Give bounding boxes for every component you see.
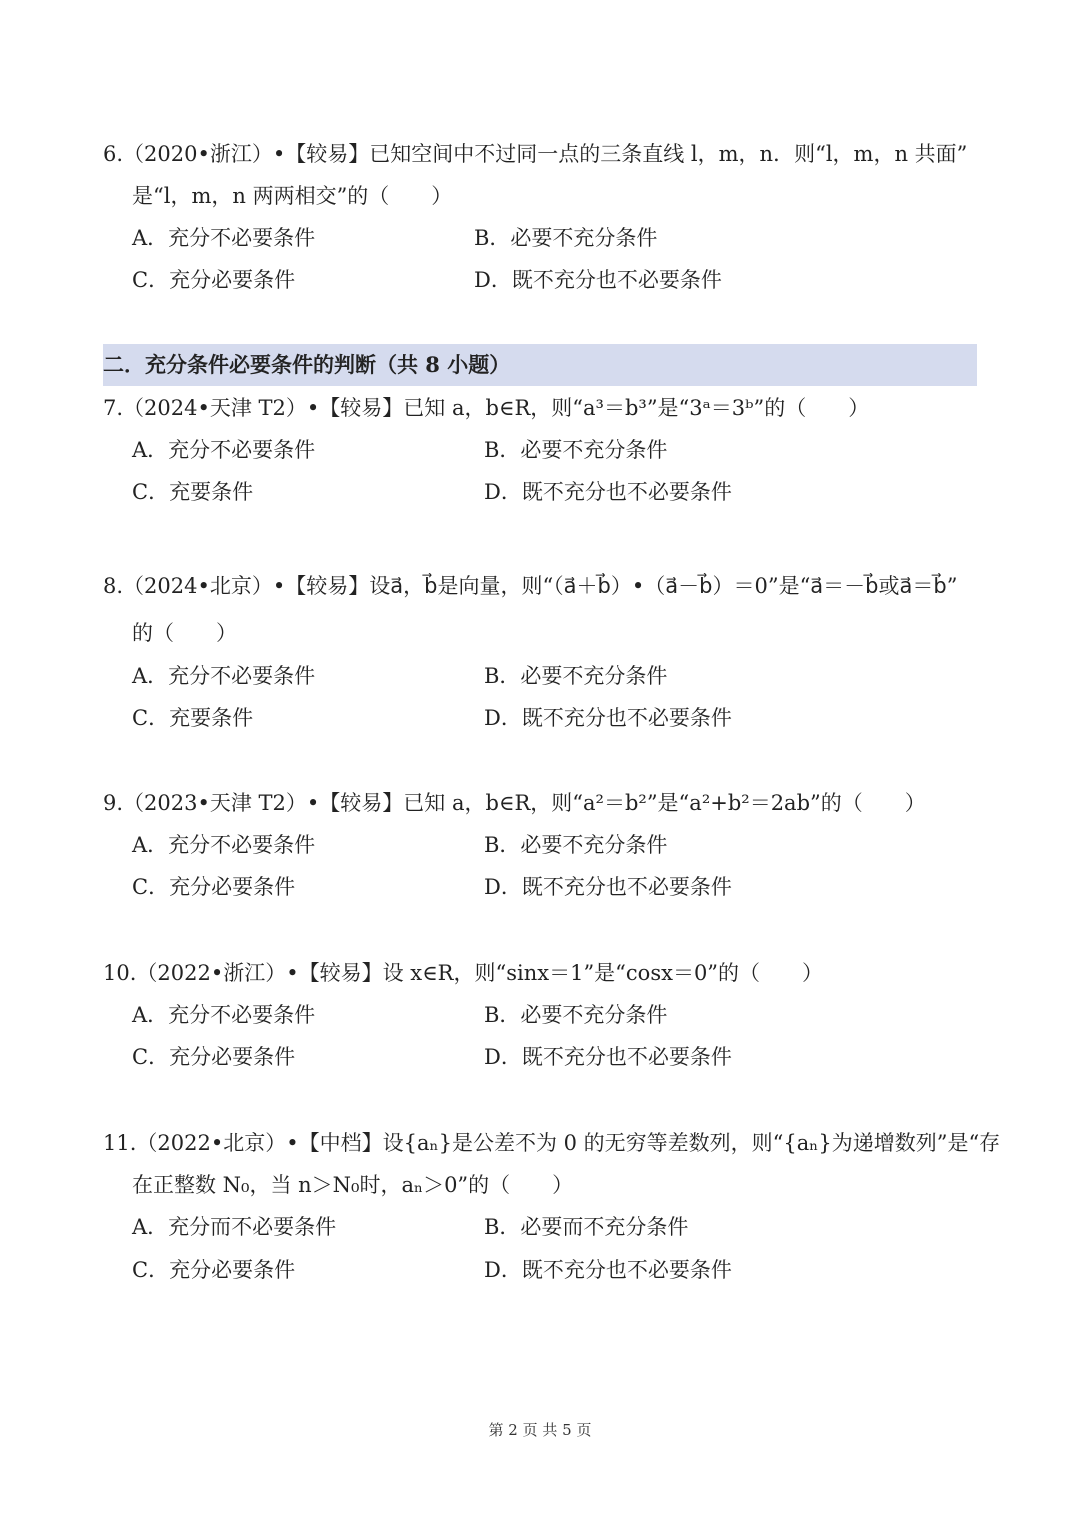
q8-stem-line1: 8.（2024•北京）•【较易】设a⃗，b⃗是向量，则“（a⃗＋b⃗）•（a⃗－b⃗）＝0”是“a⃗＝－b⃗或a⃗＝b⃗” — [103, 574, 958, 598]
q11-stem-line2: 在正整数 N₀，当 n＞N₀时，aₙ＞0”的（ ） — [132, 1173, 574, 1197]
q6-option-b: B．必要不充分条件 — [474, 226, 658, 250]
q6-stem-line1: 6.（2020•浙江）•【较易】已知空间中不过同一点的三条直线 l，m，n．则“l，m，n 共面” — [103, 142, 968, 166]
q10-option-d: D．既不充分也不必要条件 — [484, 1045, 732, 1069]
q6-stem-line2: 是“l，m，n 两两相交”的（ ） — [132, 184, 453, 208]
q7-option-d: D．既不充分也不必要条件 — [484, 480, 732, 504]
section-title: 二．充分条件必要条件的判断（共 8 小题） — [103, 352, 511, 377]
page-number-footer: 第 2 页 共 5 页 — [488, 1421, 592, 1439]
q11-option-b: B．必要而不充分条件 — [484, 1215, 689, 1239]
q10-option-b: B．必要不充分条件 — [484, 1003, 668, 1027]
q11-option-a: A．充分而不必要条件 — [132, 1215, 337, 1239]
q9-option-a: A．充分不必要条件 — [132, 833, 316, 857]
q9-option-c: C．充分必要条件 — [132, 875, 296, 899]
q6-option-d: D．既不充分也不必要条件 — [474, 268, 722, 292]
q6-option-c: C．充分必要条件 — [132, 268, 296, 292]
q11-option-c: C．充分必要条件 — [132, 1258, 296, 1282]
q7-option-a: A．充分不必要条件 — [132, 438, 316, 462]
q10-option-a: A．充分不必要条件 — [132, 1003, 316, 1027]
q11-stem-line1: 11.（2022•北京）•【中档】设{aₙ}是公差不为 0 的无穷等差数列，则“{aₙ}为递增数列”是“存 — [103, 1131, 1001, 1155]
q8-option-b: B．必要不充分条件 — [484, 664, 668, 688]
q10-option-c: C．充分必要条件 — [132, 1045, 296, 1069]
q6-option-a: A．充分不必要条件 — [132, 226, 316, 250]
q8-option-c: C．充要条件 — [132, 706, 254, 730]
q8-option-a: A．充分不必要条件 — [132, 664, 316, 688]
q9-option-b: B．必要不充分条件 — [484, 833, 668, 857]
q11-option-d: D．既不充分也不必要条件 — [484, 1258, 732, 1282]
q7-option-c: C．充要条件 — [132, 480, 254, 504]
q7-stem-line1: 7.（2024•天津 T2）•【较易】已知 a，b∈R，则“a³＝b³”是“3ᵃ＝3ᵇ”的（ ） — [103, 396, 870, 420]
q8-stem-line2: 的（ ） — [132, 621, 237, 645]
q8-option-d: D．既不充分也不必要条件 — [484, 706, 732, 730]
q10-stem-line1: 10.（2022•浙江）•【较易】设 x∈R，则“sinx＝1”是“cosx＝0”的（ ） — [103, 961, 824, 985]
q9-option-d: D．既不充分也不必要条件 — [484, 875, 732, 899]
q9-stem-line1: 9.（2023•天津 T2）•【较易】已知 a，b∈R，则“a²＝b²”是“a²+b²＝2ab”的（ ） — [103, 791, 926, 815]
q7-option-b: B．必要不充分条件 — [484, 438, 668, 462]
